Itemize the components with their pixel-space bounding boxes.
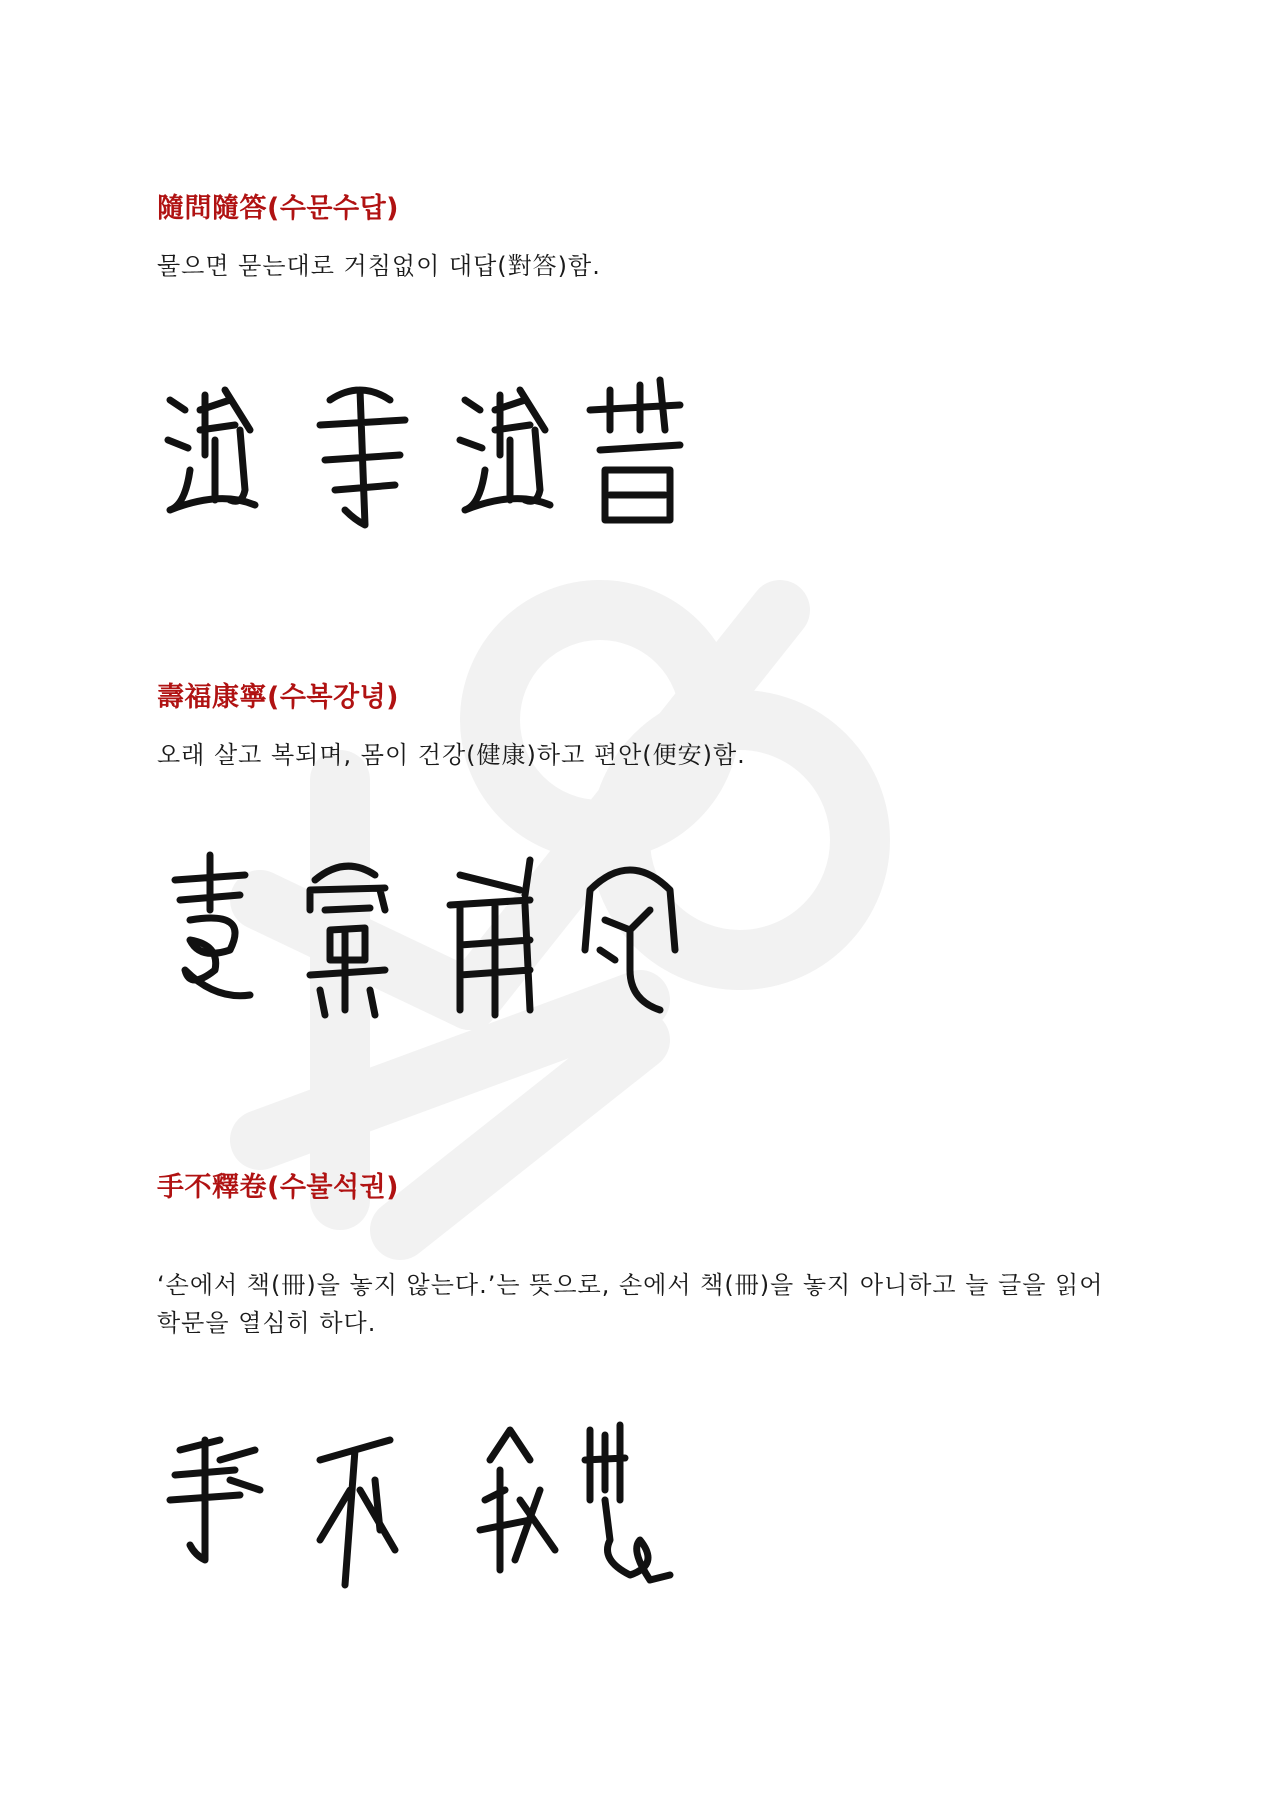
seal-script-image: [160, 850, 750, 1030]
entry-3: [157, 1165, 1117, 1342]
entry-description: 오래 살고 복되며, 몸이 건강(健康)하고 편안(便安)함.: [157, 741, 746, 769]
seal-script-row-3: [160, 1420, 720, 1600]
entry-title: 隨問隨答(수문수답): [157, 193, 400, 224]
seal-script-image: [160, 370, 720, 540]
seal-script-row-1: [160, 370, 720, 540]
entry-description: 물으면 묻는대로 거침없이 대답(對答)함.: [157, 252, 601, 280]
seal-script-row-2: [160, 850, 750, 1030]
seal-script-image: [160, 1420, 720, 1600]
entry-title: 壽福康寧(수복강녕): [157, 682, 400, 713]
entry-title: 手不釋卷(수불석권): [157, 1172, 400, 1203]
entry-2: [157, 675, 1117, 774]
entry-1: [157, 186, 1117, 285]
entry-description: ‘손에서 책(冊)을 놓지 않는다.’는 뜻으로, 손에서 책(冊)을 놓지 아니하고 늘 글을 읽어 학문을 열심히 하다.: [157, 1271, 1104, 1337]
